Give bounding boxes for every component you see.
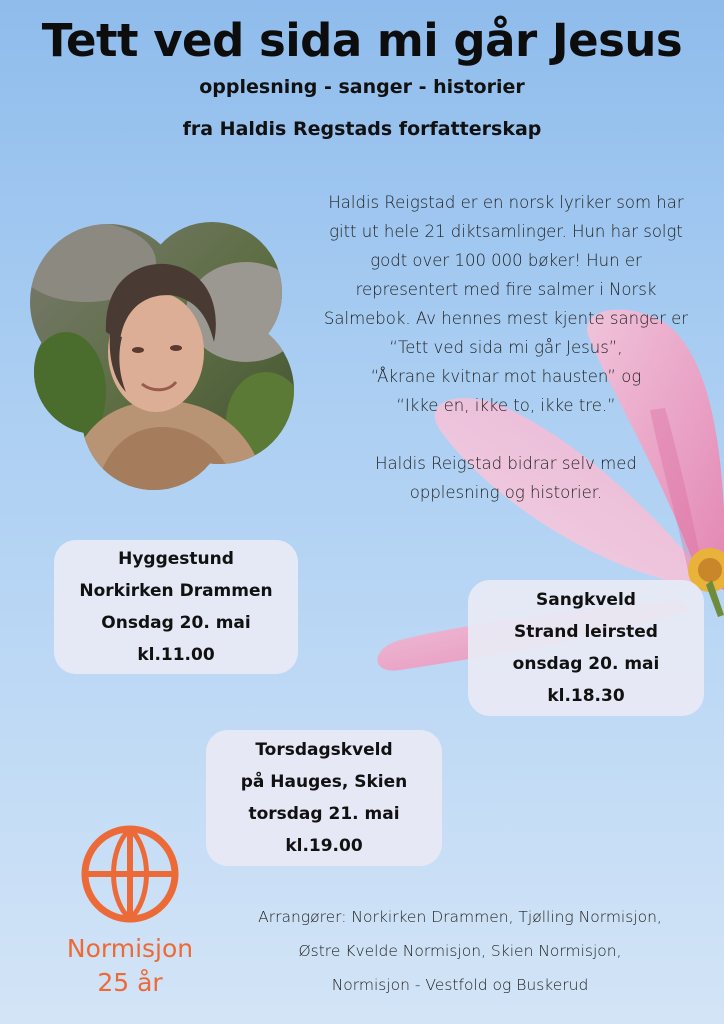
event-card-torsdagskveld (206, 730, 442, 866)
event-card-sangkveld (468, 580, 704, 716)
bio-line: Salmebok. Av hennes mest kjente sanger er (323, 309, 689, 328)
poster-title: Tett ved sida mi går Jesus (41, 14, 683, 67)
bio-line: gitt ut hele 21 diktsamlinger. Hun har solgt (329, 222, 683, 241)
bio-line: opplesning og historier. (409, 483, 603, 502)
organizers-line: Arrangører: Norkirken Drammen, Tjølling Normisjon, (258, 908, 662, 926)
logo-name: Normisjon (66, 934, 194, 963)
event-place: Strand leirsted (514, 622, 658, 642)
organizers-line: Normisjon - Vestfold og Buskerud (331, 976, 589, 994)
event-title: Sangkveld (536, 590, 636, 610)
event-date: onsdag 20. mai (512, 654, 660, 674)
event-date: Onsdag 20. mai (101, 613, 251, 633)
event-place: Norkirken Drammen (79, 581, 273, 601)
bio-line: “Åkrane kvitnar mot hausten” og (370, 367, 642, 386)
poster-subtitle-author: fra Haldis Regstads forfatterskap (182, 118, 542, 140)
author-bio (300, 188, 712, 507)
author-portrait (26, 222, 298, 490)
event-time: kl.18.30 (547, 686, 625, 706)
bio-line: Haldis Reigstad er en norsk lyriker som har (328, 193, 684, 212)
event-place: på Hauges, Skien (240, 772, 408, 792)
bio-spacer (300, 420, 712, 449)
event-time: kl.11.00 (137, 645, 215, 665)
organizers-line: Østre Kvelde Normisjon, Skien Normisjon, (298, 942, 622, 960)
bio-line: godt over 100 000 bøker! Hun er (370, 251, 642, 270)
globe-cross-icon (80, 824, 180, 924)
organizers (228, 900, 692, 1002)
event-title: Hyggestund (118, 549, 234, 569)
bio-line: Haldis Reigstad bidrar selv med (375, 454, 637, 473)
bio-line: “Ikke en, ikke to, ikke tre.” (396, 396, 616, 415)
event-time: kl.19.00 (285, 836, 363, 856)
bio-line: representert med fire salmer i Norsk (355, 280, 657, 299)
event-date: torsdag 21. mai (248, 804, 400, 824)
bio-line: “Tett ved sida mi går Jesus”, (389, 338, 623, 357)
logo-years: 25 år (97, 968, 163, 997)
event-card-hyggestund (54, 540, 298, 674)
poster-subtitle: opplesning - sanger - historier (199, 76, 525, 98)
event-title: Torsdagskveld (255, 740, 393, 760)
